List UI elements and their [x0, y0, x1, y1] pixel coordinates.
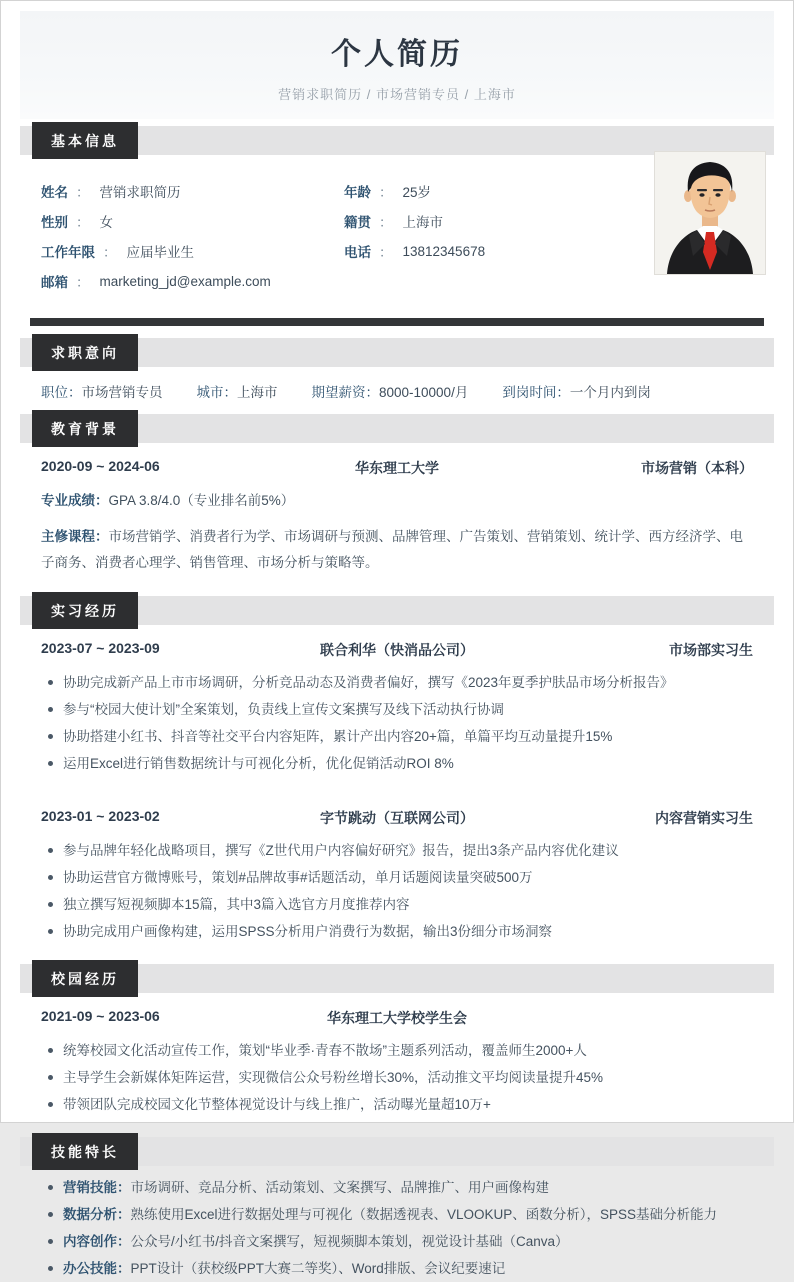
page-title: 个人简历 [331, 38, 463, 71]
field-phone: 电话 ： 13812345678 [344, 243, 486, 260]
section-divider [30, 318, 764, 326]
section-heading-job-intent: 求职意向 [32, 334, 138, 371]
section-heading-skills: 技能特长 [32, 1133, 138, 1170]
bullet-icon [48, 1048, 53, 1053]
field-email: 邮箱 ： marketing_jd@example.com [41, 273, 271, 290]
bullet-icon [48, 1266, 53, 1271]
internship-entry-1 [20, 625, 774, 793]
skill-office: 办公技能：PPT设计（获校级PPT大赛二等奖）、Word排版、会议纪要速记 [41, 1255, 753, 1282]
bullet-item: 统筹校园文化活动宣传工作，策划“毕业季·青春不散场”主题系列活动，覆盖师生2000+人 [41, 1037, 753, 1064]
skill-data-analysis: 数据分析：熟练使用Excel进行数据处理与可视化（数据透视表、VLOOKUP、函数分析），SPSS基础分析能力 [41, 1201, 753, 1228]
bullet-icon [48, 875, 53, 880]
education-school: 华东理工大学 [355, 460, 439, 476]
field-work-years: 工作年限 ： 应届毕业生 [41, 245, 194, 260]
bullet-icon [48, 848, 53, 853]
campus-period: 2021-09 ~ 2023-06 [41, 1008, 160, 1024]
field-gender: 性别 ： 女 [41, 215, 113, 230]
education-courses: 主修课程：市场营销学、消费者行为学、市场调研与预测、品牌管理、广告策划、营销策划、统计学、西方经济学、电子商务、消费者心理学、销售管理、市场分析与策略等。 [41, 529, 743, 570]
internship-company: 联合利华（快消品公司） [320, 642, 474, 658]
internship-role: 内容营销实习生 [655, 810, 753, 826]
field-age: 年龄 ： 25岁 [344, 185, 432, 200]
section-heading-internships: 实习经历 [32, 592, 138, 629]
campus-entry [20, 993, 774, 1130]
bullet-icon [48, 1075, 53, 1080]
intent-availability: 到岗时间：一个月内到岗 [502, 385, 651, 400]
field-hometown: 籍贯 ： 上海市 [344, 215, 443, 230]
skills-block [20, 1166, 774, 1282]
section-heading-education: 教育背景 [32, 410, 138, 447]
bullet-item: 参与“校园大使计划”全案策划，负责线上宣传文案撰写及线下活动执行协调 [41, 696, 753, 723]
section-bar-internships [20, 596, 774, 625]
education-major: 市场营销（本科） [641, 460, 753, 476]
id-photo-illustration [655, 152, 765, 274]
bullet-item: 参与品牌年轻化战略项目，撰写《Z世代用户内容偏好研究》报告，提出3条产品内容优化建议 [41, 837, 753, 864]
education-period: 2020-09 ~ 2024-06 [41, 458, 160, 474]
education-gpa: 专业成绩：GPA 3.8/4.0（专业排名前5%） [41, 493, 295, 508]
bullet-item: 主导学生会新媒体矩阵运营，实现微信公众号粉丝增长30%，活动推文平均阅读量提升45% [41, 1064, 753, 1091]
intent-position: 职位：市场营销专员 [41, 385, 163, 400]
internship-company: 字节跳动（互联网公司） [320, 810, 474, 826]
bullet-icon [48, 1239, 53, 1244]
internship-entry-2 [20, 793, 774, 957]
internship-role: 市场部实习生 [669, 642, 753, 658]
bullet-icon [48, 680, 53, 685]
bullet-icon [48, 761, 53, 766]
bullet-icon [48, 1212, 53, 1217]
section-bar-skills [20, 1137, 774, 1166]
skill-content-creation: 内容创作：公众号/小红书/抖音文案撰写，短视频脚本策划，视觉设计基础（Canva） [41, 1228, 753, 1255]
bullet-icon [48, 902, 53, 907]
skill-marketing: 营销技能：市场调研、竞品分析、活动策划、文案撰写、品牌推广、用户画像构建 [41, 1174, 753, 1201]
intent-city: 城市：上海市 [196, 385, 278, 400]
resume-header [20, 11, 774, 119]
bullet-item: 协助搭建小红书、抖音等社交平台内容矩阵，累计产出内容20+篇，单篇平均互动量提升15% [41, 723, 753, 750]
education-entry [20, 443, 774, 589]
page-subtitle: 营销求职简历 / 市场营销专员 / 上海市 [278, 87, 516, 102]
bullet-item: 带领团队完成校园文化节整体视觉设计与线上推广，活动曝光量超10万+ [41, 1091, 753, 1118]
section-bar-job-intent [20, 338, 774, 367]
section-heading-basic-info: 基本信息 [32, 122, 138, 159]
bullet-item: 协助运营官方微博账号，策划#品牌故事#话题活动，单月话题阅读量突破500万 [41, 864, 753, 891]
bullet-item: 协助完成用户画像构建，运用SPSS分析用户消费行为数据，输出3份细分市场洞察 [41, 918, 753, 945]
intent-salary: 期望薪资：8000-10000/月 [311, 385, 469, 400]
bullet-icon [48, 1102, 53, 1107]
job-intent-row [20, 367, 774, 407]
section-bar-campus [20, 964, 774, 993]
section-heading-campus: 校园经历 [32, 960, 138, 997]
section-bar-education [20, 414, 774, 443]
campus-role [553, 1008, 753, 1028]
bullet-item: 运用Excel进行销售数据统计与可视化分析，优化促销活动ROI 8% [41, 750, 753, 777]
bullet-icon [48, 707, 53, 712]
bullet-icon [48, 929, 53, 934]
bullet-icon [48, 1185, 53, 1190]
field-name: 姓名 ： 营销求职简历 [41, 185, 181, 200]
bullet-item: 独立撰写短视频脚本15篇，其中3篇入选官方月度推荐内容 [41, 891, 753, 918]
internship-period: 2023-07 ~ 2023-09 [41, 640, 160, 656]
campus-organization: 华东理工大学校学生会 [327, 1010, 467, 1026]
basic-info-block [20, 155, 774, 308]
internship-period: 2023-01 ~ 2023-02 [41, 808, 160, 824]
bullet-icon [48, 734, 53, 739]
bullet-item: 协助完成新产品上市市场调研，分析竞品动态及消费者偏好，撰写《2023年夏季护肤品市场分析报告》 [41, 669, 753, 696]
id-photo [654, 151, 766, 275]
